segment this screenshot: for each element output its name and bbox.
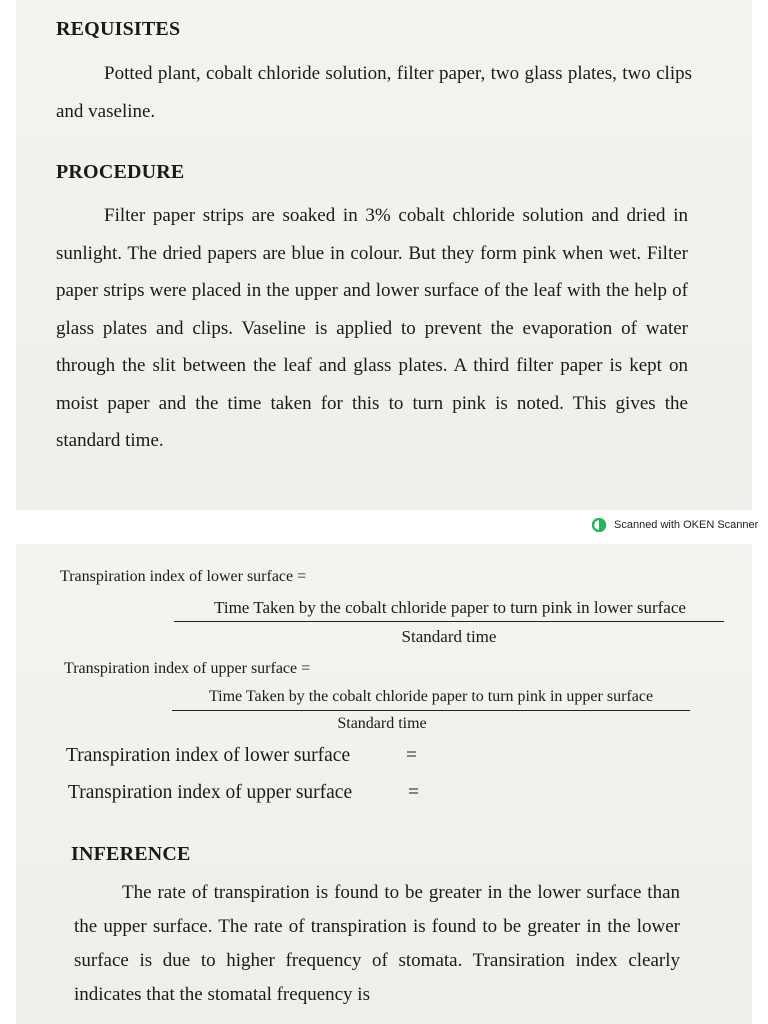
result-lower-label: Transpiration index of lower surface — [66, 745, 351, 766]
formula-lower-label: Transpiration index of lower surface = — [60, 568, 307, 585]
document-page-top — [16, 0, 752, 510]
oken-logo-icon — [592, 518, 610, 532]
requisites-paragraph — [56, 55, 692, 130]
formula-upper-denominator: Standard time — [337, 715, 427, 732]
result-row-lower — [66, 745, 417, 767]
procedure-heading: PROCEDURE — [56, 161, 185, 183]
scanner-watermark — [592, 516, 758, 534]
result-upper-label: Transpiration index of upper surface — [68, 782, 353, 803]
formula-lower-fraction-bar — [174, 621, 724, 622]
formula-upper-fraction-bar — [172, 710, 690, 711]
procedure-text: Filter paper strips are soaked in 3% cobalt chloride solution and dried in sunlight. The dried papers are blue in colour. But they form pink when wet. Filter paper strips were placed in the upper and lower surface of the leaf with the help of glass plates and clips. Vaseline is applied to prevent the evaporation of water through the slit between the leaf and glass plates. A third filter paper is kept on moist paper and the time taken for this to turn pink is noted. This gives the standard time. — [56, 205, 688, 451]
inference-text: The rate of transpiration is found to be greater in the lower surface than the upper surface. The rate of transpiration is found to be greater in the lower surface is due to higher frequency of stomata. Transiration index clearly indicates that the stomatal frequency is — [74, 882, 680, 1005]
result-upper-equals: = — [408, 782, 419, 803]
inference-paragraph — [74, 876, 680, 1012]
procedure-paragraph — [56, 197, 688, 460]
formula-lower-numerator: Time Taken by the cobalt chloride paper to turn pink in lower surface — [214, 598, 686, 617]
requisites-text: Potted plant, cobalt chloride solution, filter paper, two glass plates, two clips and vaseline. — [56, 63, 692, 122]
result-lower-equals: = — [406, 745, 417, 766]
requisites-heading: REQUISITES — [56, 18, 181, 40]
inference-heading: INFERENCE — [71, 843, 191, 865]
scanner-watermark-text: Scanned with OKEN Scanner — [614, 519, 759, 531]
formula-upper-numerator: Time Taken by the cobalt chloride paper to turn pink in upper surface — [208, 688, 654, 705]
formula-upper-label: Transpiration index of upper surface = — [64, 660, 311, 677]
document-page-bottom — [16, 544, 752, 1024]
formula-lower-denominator: Standard time — [401, 627, 497, 646]
result-row-upper — [68, 782, 419, 804]
